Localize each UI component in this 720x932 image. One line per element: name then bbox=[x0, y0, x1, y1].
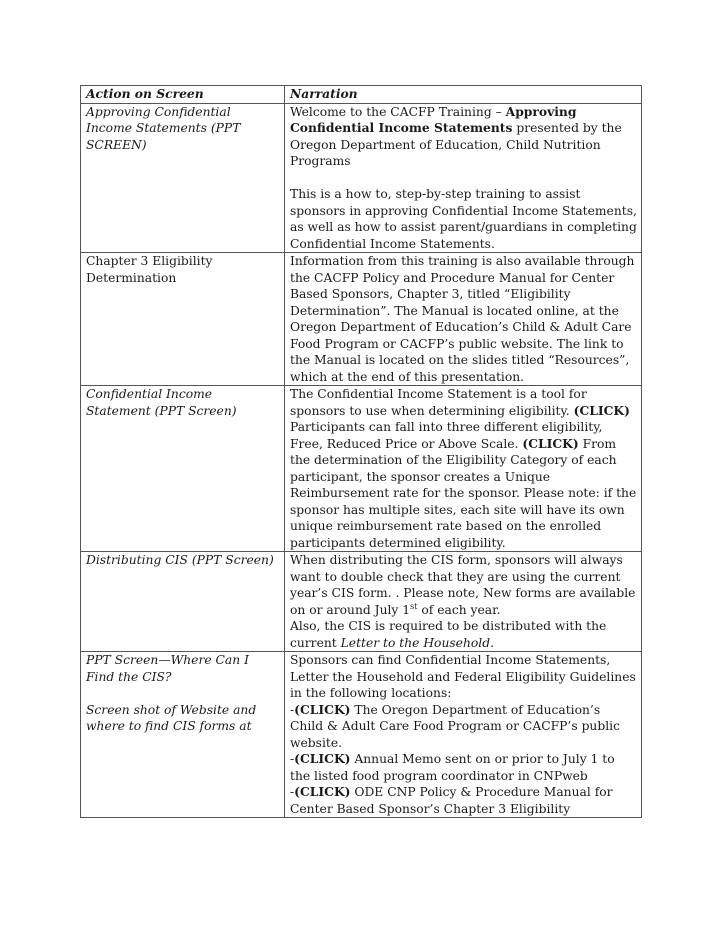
table-row bbox=[81, 386, 642, 552]
table-row bbox=[81, 253, 642, 386]
narration-text: of each year. bbox=[417, 602, 501, 617]
action-cell: Distributing CIS (PPT Screen) bbox=[81, 552, 285, 652]
narration-paragraph bbox=[290, 552, 637, 618]
click-cue: (CLICK) bbox=[294, 701, 351, 717]
action-cell: Chapter 3 Eligibility Determination bbox=[81, 253, 285, 386]
training-title: Approving Confidential Income Statements bbox=[290, 103, 577, 135]
narration-text: From the determination of the Eligibility Category of each participant, the sponsor creates a Unique Reimbursement rate for the sponsor. Please note: if the sponsor has multiple sites, each site will have its own unique reimbursement rate based on the enrolled participants determined eligibility. bbox=[290, 436, 637, 550]
ordinal-suffix: st bbox=[410, 601, 418, 611]
narration-text: presented by the Oregon Department of Education, Child Nutrition Programs bbox=[290, 121, 622, 168]
narration-text: The Confidential Income Statement is a tool for sponsors to use when determining eligibility. bbox=[290, 387, 587, 418]
table-row bbox=[81, 103, 642, 253]
click-cue: (CLICK) bbox=[294, 784, 351, 799]
location-item bbox=[290, 702, 637, 752]
action-text: PPT Screen—Where Can I Find the CIS? bbox=[86, 653, 249, 684]
narration-text: Participants can fall into three different eligibility, Free, Reduced Price or Above Scale. bbox=[290, 420, 603, 451]
table-header-row bbox=[81, 86, 642, 104]
action-cell: Approving Confidential Income Statements (PPT SCREEN) bbox=[81, 103, 285, 253]
narration-cell bbox=[285, 652, 642, 818]
narration-cell: Information from this training is also available through the CACFP Policy and Procedure Manual for Center Based Sponsors, Chapter 3, titled “Eligibility Determination”. The Manual is located online, at the Oregon Department of Education’s Child & Adult Care Food Program or CACFP’s public website. The link to the Manual is located on the slides titled “Resources”, which at the end of this presentation. bbox=[285, 253, 642, 386]
click-cue: (CLICK) bbox=[573, 402, 630, 418]
dash: - bbox=[290, 785, 295, 799]
location-item bbox=[290, 751, 637, 784]
dash: - bbox=[290, 752, 295, 766]
action-cell: Confidential Income Statement (PPT Screen) bbox=[81, 386, 285, 552]
column-header-narration: Narration bbox=[285, 86, 642, 104]
narration-paragraph bbox=[290, 618, 637, 651]
narration-paragraph bbox=[290, 104, 637, 170]
narration-cell bbox=[285, 386, 642, 552]
click-cue: (CLICK) bbox=[522, 435, 579, 451]
column-header-action: Action on Screen bbox=[81, 86, 285, 104]
action-text: Screen shot of Website and where to find CIS forms at bbox=[86, 702, 257, 733]
click-cue: (CLICK) bbox=[294, 751, 351, 766]
table-row bbox=[81, 552, 642, 652]
narration-text: Annual Memo sent on or prior to July 1 to the listed food program coordinator in CNPweb bbox=[290, 752, 615, 783]
narration-cell bbox=[285, 552, 642, 652]
letter-title: Letter to the Household. bbox=[340, 635, 494, 650]
narration-text: When distributing the CIS form, sponsors will always want to double check that they are using the current year’s CIS form. . Please note, New forms are available on or around July 1 bbox=[290, 553, 636, 617]
narration-text: Also, the CIS is required to be distributed with the current bbox=[290, 619, 607, 650]
dash: - bbox=[290, 702, 295, 717]
narration-paragraph: This is a how to, step-by-step training to assist sponsors in approving Confidential Income Statements, as well as how to assist parent/guardians in completing Confidential Income Statements. bbox=[290, 187, 637, 251]
action-cell bbox=[81, 652, 285, 818]
table-row bbox=[81, 652, 642, 818]
narration-text: ODE CNP Policy & Procedure Manual for Center Based Sponsor’s Chapter 3 Eligibility bbox=[290, 785, 613, 816]
narration-cell bbox=[285, 103, 642, 253]
narration-text: Welcome to the CACFP Training – bbox=[290, 104, 506, 119]
narration-paragraph: Sponsors can find Confidential Income Statements, Letter the Household and Federal Eligibility Guidelines in the following locations: bbox=[290, 653, 636, 700]
narration-text: The Oregon Department of Education’s Child & Adult Care Food Program or CACFP’s public website. bbox=[290, 702, 620, 750]
narration-script-table bbox=[80, 85, 642, 818]
location-item bbox=[290, 784, 637, 817]
